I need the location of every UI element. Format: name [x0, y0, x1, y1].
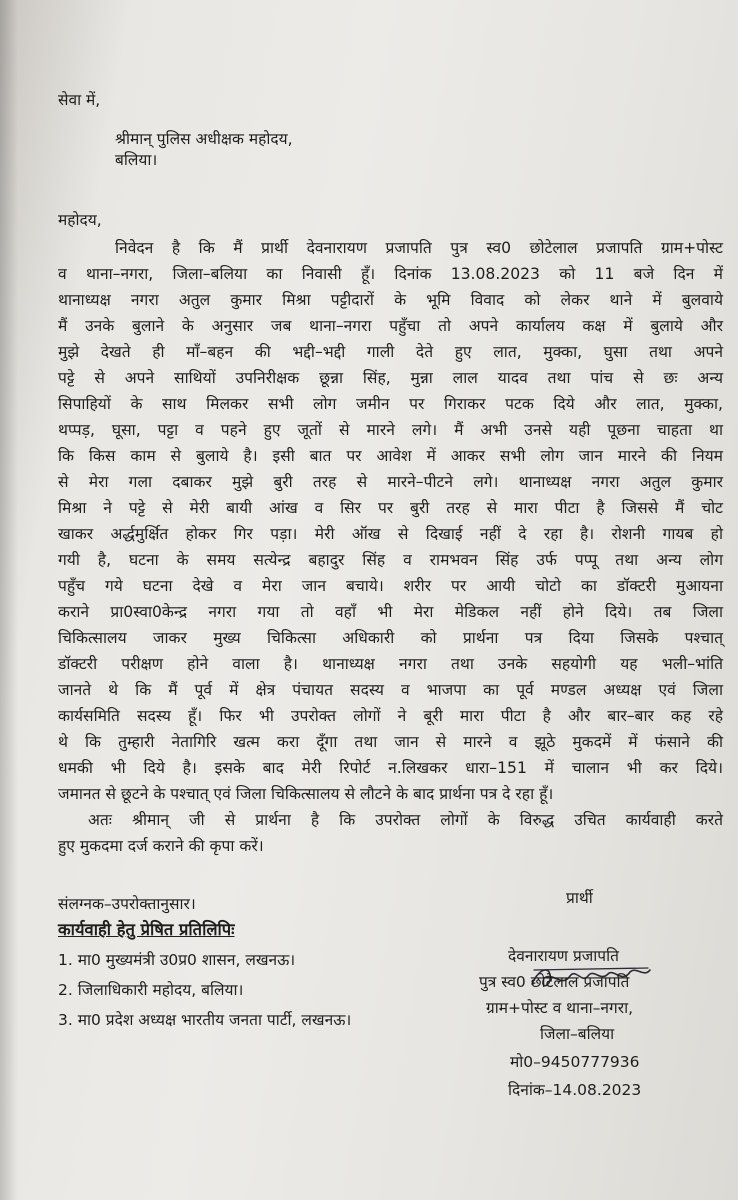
body-line: सिपाहियों के साथ मिलकर सभी लोग जमीन पर गिराकर पटक दिये और लात, मुक्का, — [58, 395, 723, 413]
body-line: कि किस काम से बुलाये है। इसी बात पर आवेश में आकर सभी लोग जान मारने की नियम — [58, 447, 723, 465]
body-line: गयी है, घटना के समय सत्येन्द्र बहादुर सिंह व रामभवन सिंह उर्फ पप्पू तथा अन्य लोग — [58, 551, 723, 569]
salutation-to: सेवा में, — [58, 91, 101, 109]
body-line: थानाध्यक्ष नगरा अतुल कुमार मिश्रा पट्टीदारों के भूमि विवाद को लेकर थाने में बुलवाये — [58, 291, 723, 309]
recipient-place: बलिया। — [115, 151, 158, 169]
body-line: निवेदन है कि मैं प्रार्थी देवनारायण प्रजापति पुत्र स्व0 छोटेलाल प्रजापति ग्राम+पोस्ट — [115, 239, 723, 257]
body-line: चिकित्सालय जाकर मुख्य चिकित्सा अधिकारी को प्रार्थना पत्र दिया जिसके पश्चात् — [58, 629, 723, 647]
applicant-address: ग्राम+पोस्ट व थाना–नगरा, — [486, 999, 634, 1017]
copy-to-item: 1. मा0 मुख्यमंत्री उ0प्र0 शासन, लखनऊ। — [58, 951, 296, 969]
body-line: व थाना–नगरा, जिला–बलिया का निवासी हूँ। दिनांक 13.08.2023 को 11 बजे दिन में — [58, 265, 723, 283]
body-line: हुए मुकदमा दर्ज कराने की कृपा करें। — [58, 837, 264, 855]
page-edge-shadow — [0, 0, 18, 1200]
body-line: मुझे देखते ही माँ–बहन की भद्दी–भद्दी गाली देते हुए लात, मुक्का, घुसा तथा अपने — [58, 343, 723, 361]
body-line: पहुँच गये घटना देखे व मेरा जान बचाये। शरीर पर आयी चोटो का डॉक्टरी मुआयना — [58, 577, 723, 595]
applicant-father: पुत्र स्व0 छोटेलाल प्रजापति — [479, 973, 630, 991]
body-line: कार्यसमिति सदस्य हूँ। फिर भी उपरोक्त लोगों ने बूरी मारा पीटा है और बार–बार कह रहे — [58, 707, 723, 725]
body-line: थप्पड़, घूसा, पट्टा व पहने हुए जूतों से मारने लगे। मैं अभी उनसे यही पूछना चाहता था — [58, 421, 723, 439]
body-line: थे कि तुम्हारी नेतागिरि खत्म करा दूँगा तथा जान से मारने व झूठे मुकदमें में फंसाने की — [58, 733, 723, 751]
enclosure-note: संलग्नक–उपरोक्तानुसार। — [58, 895, 196, 913]
applicant-district: जिला–बलिया — [540, 1025, 615, 1043]
body-line: से मेरा गला दबाकर मुझे बुरी तरह से मारने–पीटने लगे। थानाध्यक्ष नगरा अतुल कुमार — [58, 473, 723, 491]
applicant-date: दिनांक–14.08.2023 — [508, 1081, 642, 1099]
copy-to-item: 3. मा0 प्रदेश अध्यक्ष भारतीय जनता पार्टी, लखनऊ। — [58, 1011, 352, 1029]
body-line: डॉक्टरी परीक्षण होने वाला है। थानाध्यक्ष नगरा तथा उनके सहयोगी यह भली–भांति — [58, 655, 723, 673]
body-line: जानते थे कि मैं पूर्व में क्षेत्र पंचायत सदस्य व भाजपा का पूर्व मण्डल अध्यक्ष एवं जिला — [58, 681, 723, 699]
greeting: महोदय, — [58, 211, 102, 229]
body-line: मैं उनके बुलाने के अनुसार जब थाना–नगरा पहुँचा तो अपने कार्यालय कक्ष में बुलाये और — [58, 317, 723, 335]
body-line: अतः श्रीमान् जी से प्रार्थना है कि उपरोक्त लोगों के विरुद्ध उचित कार्यवाही करते — [88, 811, 723, 829]
body-line: मिश्रा ने पट्टे से मेरी बायी आंख व सिर पर बुरी तरह से मारा पीटा है जिससे मैं चोट — [58, 499, 723, 517]
recipient-title: श्रीमान् पुलिस अधीक्षक महोदय, — [115, 130, 293, 148]
applicant-label: प्रार्थी — [566, 889, 593, 907]
body-line: खाकर अर्द्धमुर्क्षित होकर गिर पड़ा। मेरी ऑख से दिखाई नहीं दे रहा है। रोशनी गायब हो — [58, 525, 723, 543]
copy-to-item: 2. जिलाधिकारी महोदय, बलिया। — [58, 981, 244, 999]
applicant-name: देवनारायण प्रजापति — [508, 947, 619, 965]
copy-to-title: कार्यवाही हेतु प्रेषित प्रतिलिपिः — [58, 920, 235, 939]
body-line: जमानत से छूटने के पश्चात् एवं जिला चिकित्सालय से लौटने के बाद प्रार्थना पत्र दे रहा हूँ। — [58, 785, 554, 803]
body-line: पट्टे से अपने साथियों उपनिरीक्षक छून्ना सिंह, मुन्ना लाल यादव तथा पांच से छः अन्य — [58, 369, 723, 387]
body-line: धमकी भी दिये है। इसके बाद मेरी रिपोर्ट न.लिखकर धारा–151 में चालान भी कर दिये। — [58, 759, 723, 777]
applicant-mobile: मो0–9450777936 — [510, 1053, 640, 1071]
body-line: कराने प्रा0स्वा0केन्द्र नगरा गया तो वहाँ भी मेरा मेडिकल नहीं होने दिये। तब जिला — [58, 603, 723, 621]
